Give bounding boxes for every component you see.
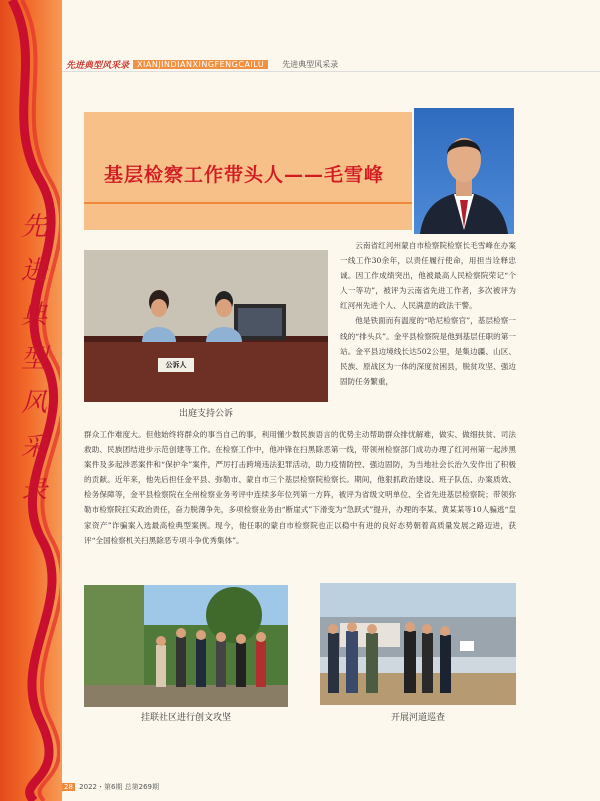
photo-court-prosecution: [84, 250, 328, 402]
column-name-pinyin: XIANJINDIANXINGFENGCAILU: [133, 60, 268, 69]
side-char: 录: [20, 476, 47, 506]
page-number: 28: [64, 783, 73, 791]
header-divider: [62, 71, 600, 72]
photo3-caption: 开展河道巡查: [390, 713, 445, 723]
photo2-caption: 挂联社区进行创文攻坚: [140, 713, 231, 723]
article-body-right: [340, 238, 516, 389]
side-char: 进: [20, 256, 47, 286]
column-name: 先进典型风采录: [66, 61, 130, 71]
title-rule: [84, 202, 412, 204]
photo-community-work: [84, 585, 288, 707]
photo-river-patrol: [320, 583, 516, 705]
photo1-caption: 出庭支持公诉: [178, 409, 233, 419]
column-header: [62, 58, 600, 71]
page-footer: [62, 782, 159, 792]
side-char: 典: [20, 300, 47, 330]
prosecutor-sign: 公诉人: [165, 360, 187, 369]
article-paragraph: 云南省红河州蒙自市检察院检察长毛雪峰在办案一线工作30余年，以责任履行使命，用担当诠释忠诚。因工作成绩突出，他被最高人民检察院荣记“个人一等功”，被评为云南省先进工作者，多次被评为红河州先进个人、人民满意的政法干警。: [340, 241, 516, 311]
side-char: 采: [20, 432, 47, 462]
portrait-photo: [414, 108, 514, 234]
side-char: 风: [20, 388, 47, 418]
issue-info: 2022・第6期 总第269期: [79, 783, 160, 791]
side-column-title: [14, 205, 54, 513]
side-char: 型: [20, 344, 47, 374]
article-paragraph: 他是铁面而有温度的“哈尼检察官”，基层检察一线的“排头兵”。金平县检察院是他到基层任职的第一站。金平县边境线长达502公里，是集边疆、山区、民族、原战区为一体的深度贫困县，脱贫攻坚、强边固防任务繁重，: [340, 316, 516, 386]
article-title: 基层检察工作带头人——毛雪峰: [104, 164, 385, 186]
subsection-label: 先进典型风采录: [282, 60, 339, 69]
side-char: 先: [20, 212, 47, 242]
article-body-full: 群众工作难度大。但他始终将群众的事当自己的事，利用懂少数民族语言的优势主动帮助群众排忧解难，做实、做细扶贫、司法救助、民族团结进步示范创建等工作。在检察工作中，他冲锋在扫黑除恶第一线，带领州检察部门成功办理了红河州第一起涉黑案件及多起涉恶案件和“保护伞”案件，严厉打击跨境违法犯罪活动，助力疫情防控、强边固防，为当地社会长治久安作出了积极的贡献。近年来，他先后担任金平县、弥勒市、蒙自市三个基层检察院检察长。期间，他狠抓政治建设、班子队伍、办案质效、检务保障等，金平县检察院在全州检察业务考评中连续多年位列第一方阵，被评为省级文明单位、全省先进基层检察院；带领弥勒市检察院扛实政治责任，奋力脱薄争先，多项检察业务由“断崖式”下滑变为“急跃式”提升，办理的李某、黄某某等10人骗逃“皇家资产”诈骗案入选最高检典型案例。现今，他任职的蒙自市检察院也正以稳中有进的良好态势朝着高质量发展之路迈进，获评“全国检察机关扫黑除恶专项斗争优秀集体”。: [84, 430, 516, 545]
